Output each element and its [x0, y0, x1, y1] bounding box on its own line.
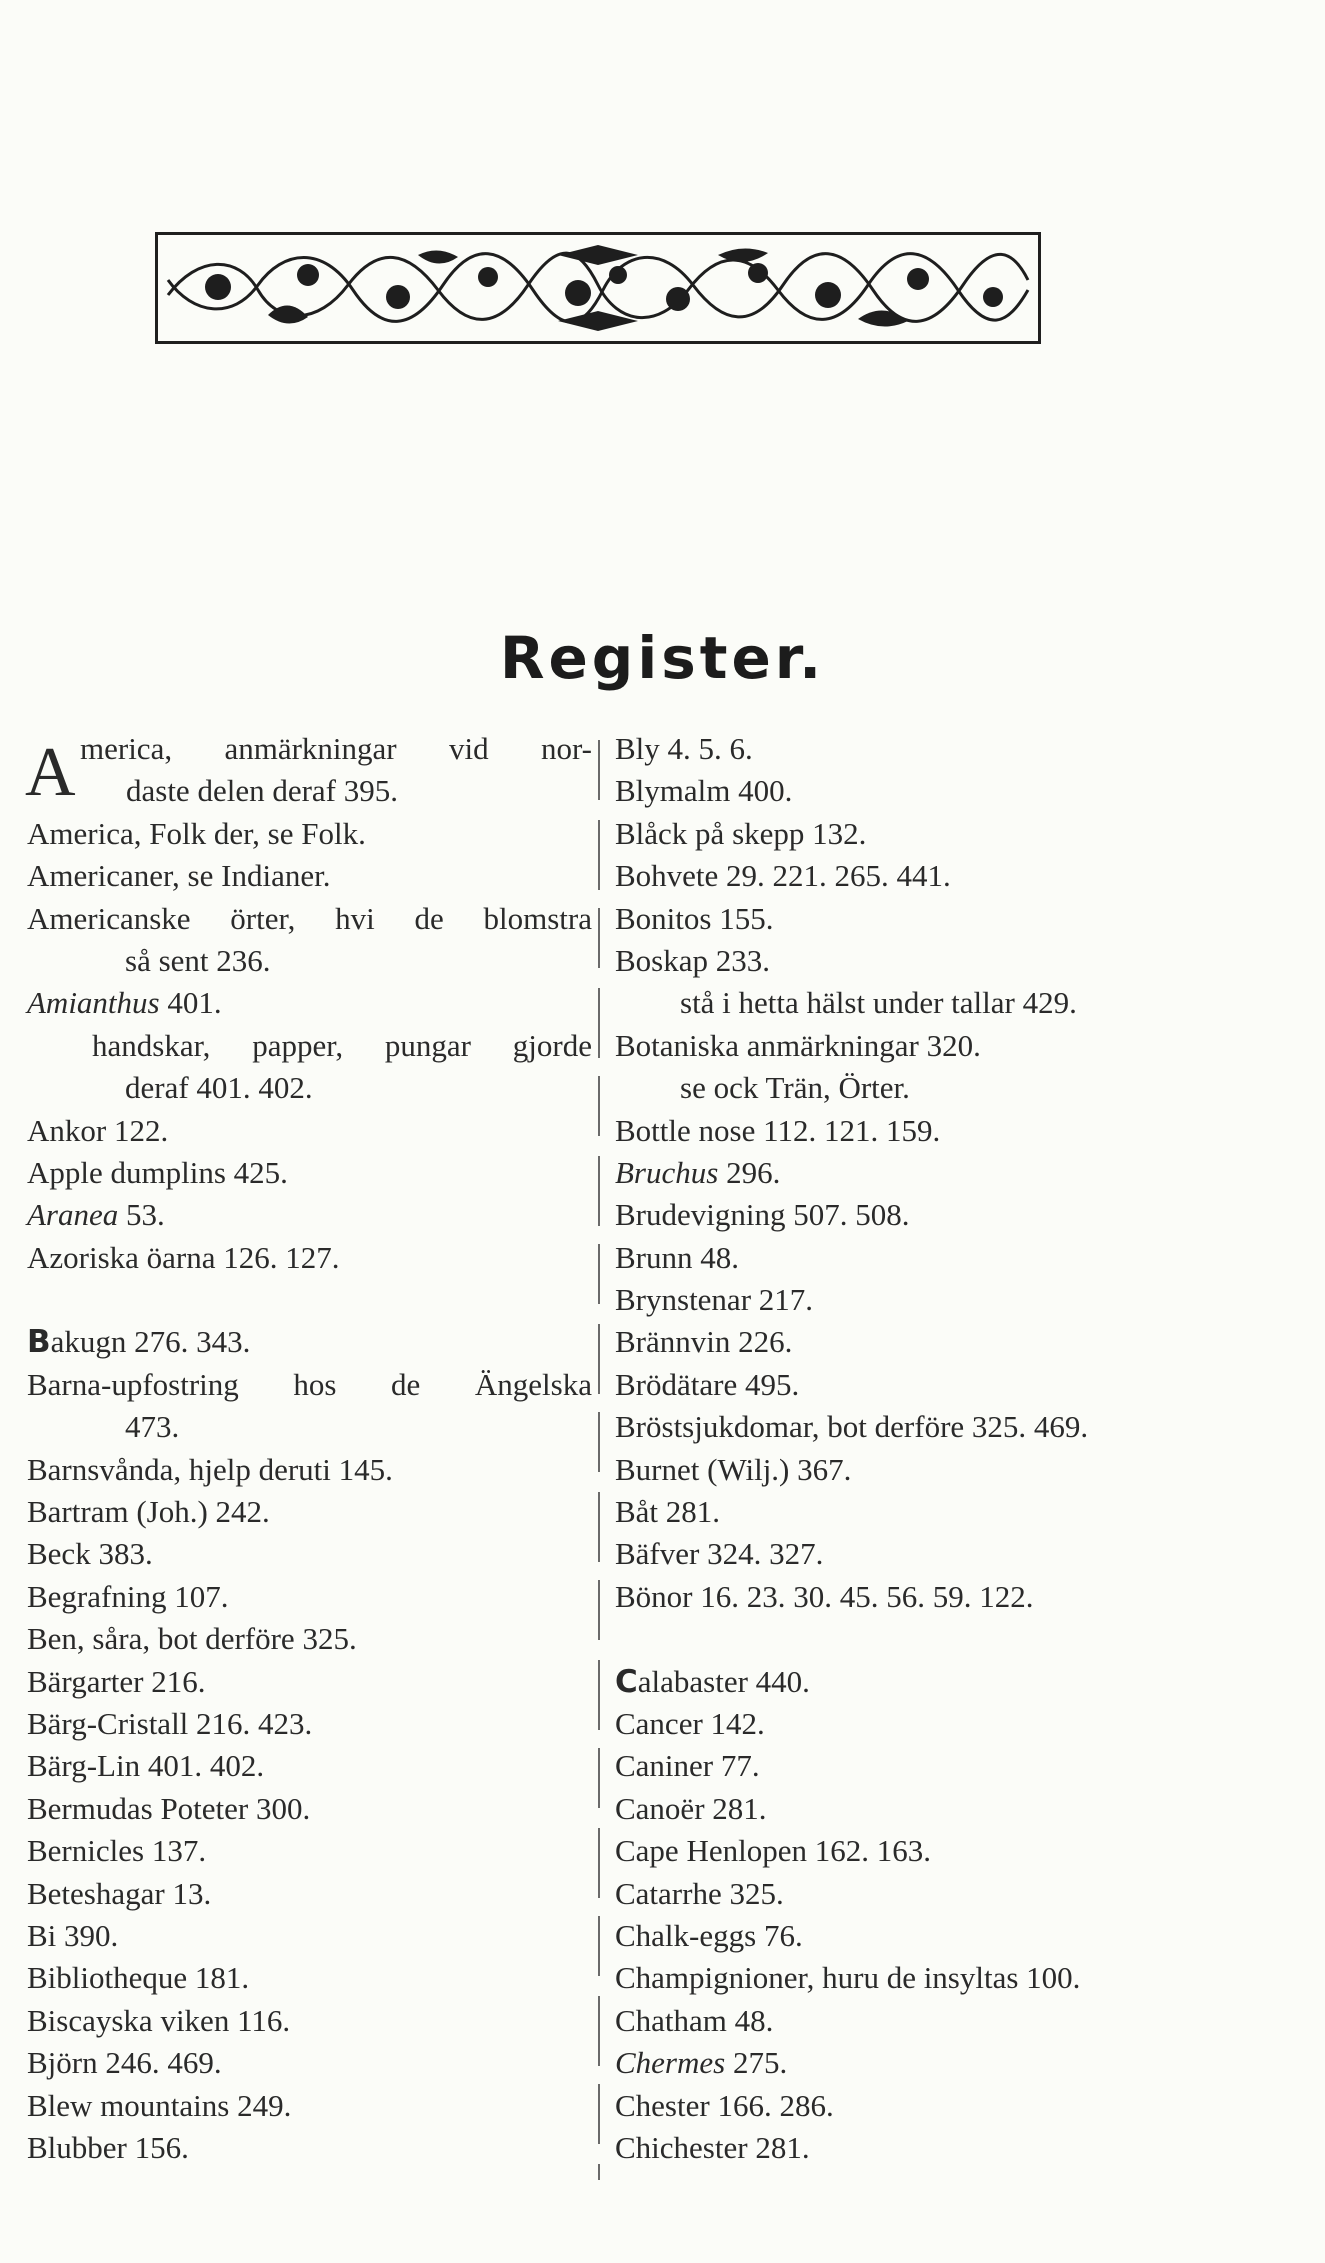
list-item: Bi 390. [27, 1917, 119, 1953]
list-item: Båt 281. [615, 1494, 721, 1530]
list-item: Cancer 142. [615, 1705, 765, 1741]
entry-text: alabaster 440. [637, 1663, 810, 1699]
page-title: Register. [499, 624, 826, 692]
list-item: stå i hetta hälst under tallar 429. [680, 985, 1077, 1021]
list-item: Chalk-eggs 76. [615, 1917, 803, 1953]
list-item: Boskap 233. [615, 942, 770, 978]
list-item: Bernicles 137. [27, 1833, 207, 1869]
list-item: Beck 383. [27, 1536, 153, 1572]
list-item: Brödätare 495. [615, 1366, 800, 1402]
list-item: Barna-upfostring hos de Ängelska [27, 1366, 592, 1402]
list-item: Burnet (Wilj.) 367. [615, 1451, 852, 1487]
list-item: Blubber 156. [27, 2129, 189, 2165]
list-item: Blew mountains 249. [27, 2087, 292, 2123]
list-item: Chichester 281. [615, 2129, 810, 2165]
list-item: Bottle nose 112. 121. 159. [615, 1112, 941, 1148]
list-item: Bröstsjukdomar, bot derföre 325. 469. [615, 1409, 1089, 1445]
entry-text: akugn 276. 343. [50, 1324, 251, 1360]
list-item [615, 1661, 1190, 1703]
list-item: Ankor 122. [27, 1112, 169, 1148]
list-item: Blåck på skepp 132. [615, 815, 867, 851]
entry-term: Bruchus [615, 1154, 719, 1190]
list-item: Bönor 16. 23. 30. 45. 56. 59. 122. [615, 1578, 1034, 1614]
list-item: Caniner 77. [615, 1748, 760, 1784]
list-item: Bohvete 29. 221. 265. 441. [615, 858, 951, 894]
list-item: Biscayska viken 116. [27, 2002, 291, 2038]
list-item: Beteshagar 13. [27, 1875, 212, 1911]
list-item: Botaniska anmärkningar 320. [615, 1027, 981, 1063]
list-item: Bonitos 155. [615, 900, 774, 936]
drop-cap: A [25, 734, 76, 811]
entry-term: Amianthus [27, 985, 160, 1021]
section-gap [615, 1618, 1190, 1660]
entry-pages: 296. [718, 1154, 781, 1190]
list-item: 473. [125, 1409, 180, 1445]
list-item [27, 982, 592, 1024]
entry-pages: 53. [118, 1197, 165, 1233]
list-item: Brännvin 226. [615, 1324, 793, 1360]
register-left-column [27, 728, 592, 2169]
ornamental-header-band [155, 232, 1041, 344]
entry-term: Chermes [615, 2045, 726, 2081]
list-item: Champignioner, huru de insyltas 100. [615, 1960, 1081, 1996]
list-item: Chatham 48. [615, 2002, 774, 2038]
register-right-column [615, 728, 1190, 2169]
list-item: Americaner, se Indianer. [27, 858, 331, 894]
list-item: se ock Trän, Örter. [680, 1070, 910, 1106]
entry-term: Aranea [27, 1197, 119, 1233]
list-item: Bly 4. 5. 6. [615, 731, 753, 766]
list-item: daste delen deraf 395. [126, 773, 398, 809]
list-item: Bärg-Cristall 216. 423. [27, 1705, 313, 1741]
list-item: Bärgarter 216. [27, 1663, 206, 1699]
list-item [615, 2042, 1190, 2084]
list-item: Bärg-Lin 401. 402. [27, 1748, 265, 1784]
entry-pages: 275. [725, 2045, 788, 2081]
entry-pages: 401. [159, 985, 222, 1021]
section-initial: C [615, 1663, 638, 1700]
list-item: Björn 246. 469. [27, 2045, 222, 2081]
list-item: Canoër 281. [615, 1790, 767, 1826]
list-item: Americanske örter, hvi de blomstra [27, 900, 592, 936]
list-item: Brudevigning 507. 508. [615, 1197, 910, 1233]
list-item: deraf 401. 402. [125, 1070, 313, 1106]
section-initial: B [27, 1324, 51, 1361]
list-item: America, Folk der, se Folk. [27, 815, 366, 851]
column-divider [598, 740, 600, 2180]
list-item: Apple dumplins 425. [27, 1154, 288, 1190]
list-item: Catarrhe 325. [615, 1875, 784, 1911]
list-item: Brunn 48. [615, 1239, 739, 1275]
list-item: Azoriska öarna 126. 127. [27, 1239, 340, 1275]
list-item: Begrafning 107. [27, 1578, 229, 1614]
entry-text: merica, anmärkningar vid nor- [80, 731, 592, 766]
list-item: Bibliotheque 181. [27, 1960, 250, 1996]
list-item: Blymalm 400. [615, 773, 793, 809]
list-item: Barnsvånda, hjelp deruti 145. [27, 1451, 393, 1487]
list-item: Brynstenar 217. [615, 1282, 814, 1318]
list-item: Chester 166. 286. [615, 2087, 834, 2123]
scroll-ornament-icon [158, 235, 1038, 341]
list-item [615, 1152, 1190, 1194]
list-item: Bermudas Poteter 300. [27, 1790, 311, 1826]
list-item: handskar, papper, pungar gjorde [92, 1027, 592, 1063]
list-item: Bartram (Joh.) 242. [27, 1494, 270, 1530]
list-item: Ben, såra, bot derföre 325. [27, 1621, 357, 1657]
list-item: Bäfver 324. 327. [615, 1536, 824, 1572]
list-item: Cape Henlopen 162. 163. [615, 1833, 931, 1869]
list-item [27, 1321, 592, 1363]
list-item [27, 1194, 592, 1236]
list-item: så sent 236. [125, 942, 271, 978]
section-gap [27, 1279, 592, 1321]
